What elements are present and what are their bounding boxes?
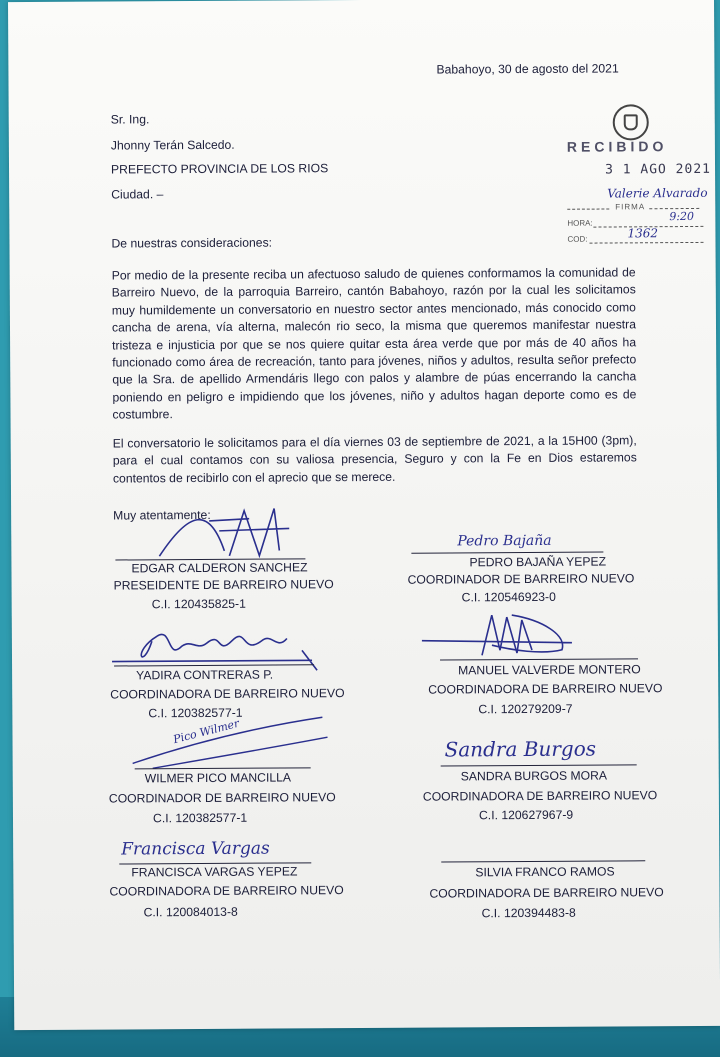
stamp-firma-line-left	[567, 208, 609, 209]
stamp-cod-line	[589, 242, 703, 244]
signatory-role-silvia: COORDINADORA DE BARREIRO NUEVO	[429, 885, 664, 901]
signatory-role-pedro: COORDINADOR DE BARREIRO NUEVO	[407, 571, 635, 587]
signatory-ci-manuel: C.I. 120279209-7	[478, 701, 573, 717]
signature-sandra: Sandra Burgos	[444, 736, 597, 762]
signatory-name-edgar: EDGAR CALDERON SANCHEZ	[131, 560, 308, 576]
address-city: Ciudad. –	[111, 187, 164, 202]
signatory-name-silvia: SILVIA FRANCO RAMOS	[475, 864, 615, 880]
signature-wilmer: Pico Wilmer	[171, 716, 241, 747]
stamp-hora-value: 9:20	[669, 209, 695, 224]
signatory-role-edgar: PRESEIDENTE DE BARREIRO NUEVO	[113, 577, 334, 593]
signature-scribble-yadira	[112, 610, 332, 676]
signatory-ci-francisca: C.I. 120084013-8	[143, 904, 238, 920]
signatory-ci-yadira: C.I. 120382577-1	[148, 705, 243, 721]
body-paragraph-1: Por medio de la presente reciba un afectuoso saludo de quienes conformamos la comunidad de Barreiro Nuevo, de la parroquia Barreiro, cantón Babahoyo, razón por la cual les solicitamos muy humildemente un conversatorio en nuestro sector antes mencionado, más conocido como cancha de arena, vía alterna, malecón rio seco, la misma que queremos manifestar nuestra tristeza e injusticia por que se nos quiere quitar esta área verde que por más de 40 años ha funcionado como área de recreación, tanto para jóvenes, niños y adultos, resulta señor prefecto que la Sra. de apellido Armendáris llego con palos y alambre de púas encerrando la cancha poniendo en peligro e impidiendo que los jóvenes, niño y adultos hagan deporte como es de costumbre.	[111, 265, 637, 422]
body-paragraph-2: El conversatorio le solicitamos para el día viernes 03 de septiembre de 2021, a la 15H00 (3pm), para el cual contamos con su valiosa presencia, Seguro y con la Fe en Dios estaremos contentos de recibirlo con el aprecio que se merece.	[112, 433, 637, 486]
signatory-ci-edgar: C.I. 120435825-1	[151, 596, 246, 612]
stamp-hora-label: HORA:	[567, 218, 593, 228]
signatory-name-sandra: SANDRA BURGOS MORA	[460, 768, 608, 784]
greeting: De nuestras consideraciones:	[111, 235, 273, 251]
stamp-cod-label: COD:	[567, 234, 588, 244]
signatory-name-francisca: FRANCISCA VARGAS YEPEZ	[131, 864, 298, 880]
signature-line-sandra	[441, 764, 637, 766]
signatory-name-yadira: YADIRA CONTRERAS P.	[136, 667, 274, 683]
signature-scribble-edgar	[149, 500, 299, 566]
stamp-title: RECIBIDO	[566, 138, 668, 155]
signature-francisca: Francisca Vargas	[121, 838, 270, 860]
letter-page	[8, 0, 720, 1030]
stamp-firma-label: FIRMA	[615, 202, 646, 212]
signatory-ci-pedro: C.I. 120546923-0	[461, 589, 556, 605]
signatory-role-sandra: COORDINADORA DE BARREIRO NUEVO	[422, 788, 658, 804]
signature-pedro: Pedro Bajaña	[457, 532, 552, 550]
signature-scribble-manuel	[422, 605, 582, 666]
address-name: Jhonny Terán Salcedo.	[110, 137, 235, 153]
signatory-name-manuel: MANUEL VALVERDE MONTERO	[458, 662, 641, 678]
stamp-cod-value: 1362	[627, 226, 659, 241]
stamp-signature: Valerie Alvarado	[607, 185, 708, 201]
stamp-date: 3 1 AGO 2021	[604, 161, 712, 178]
address-salutation: Sr. Ing.	[110, 112, 150, 127]
seal-icon	[613, 104, 649, 140]
signatory-ci-sandra: C.I. 120627967-9	[478, 807, 574, 823]
signatory-name-wilmer: WILMER PICO MANCILLA	[144, 770, 292, 786]
signatory-role-manuel: COORDINADORA DE BARREIRO NUEVO	[428, 681, 663, 697]
signature-line-silvia	[441, 860, 645, 862]
signatory-ci-silvia: C.I. 120394483-8	[481, 905, 576, 921]
signature-line-pedro	[411, 552, 603, 554]
signatory-role-wilmer: COORDINADOR DE BARREIRO NUEVO	[108, 790, 336, 806]
received-stamp	[557, 104, 718, 245]
signatory-name-pedro: PEDRO BAJAÑA YEPEZ	[469, 554, 607, 570]
signatory-role-francisca: COORDINADORA DE BARREIRO NUEVO	[109, 883, 344, 899]
address-title: PREFECTO PROVINCIA DE LOS RIOS	[110, 161, 329, 177]
place-date: Babahoyo, 30 de agosto del 2021	[436, 61, 619, 77]
signatory-ci-wilmer: C.I. 120382577-1	[152, 810, 248, 826]
signatory-role-yadira: COORDINADORA DE BARREIRO NUEVO	[110, 686, 345, 702]
closing: Muy atentamente:	[113, 507, 211, 523]
